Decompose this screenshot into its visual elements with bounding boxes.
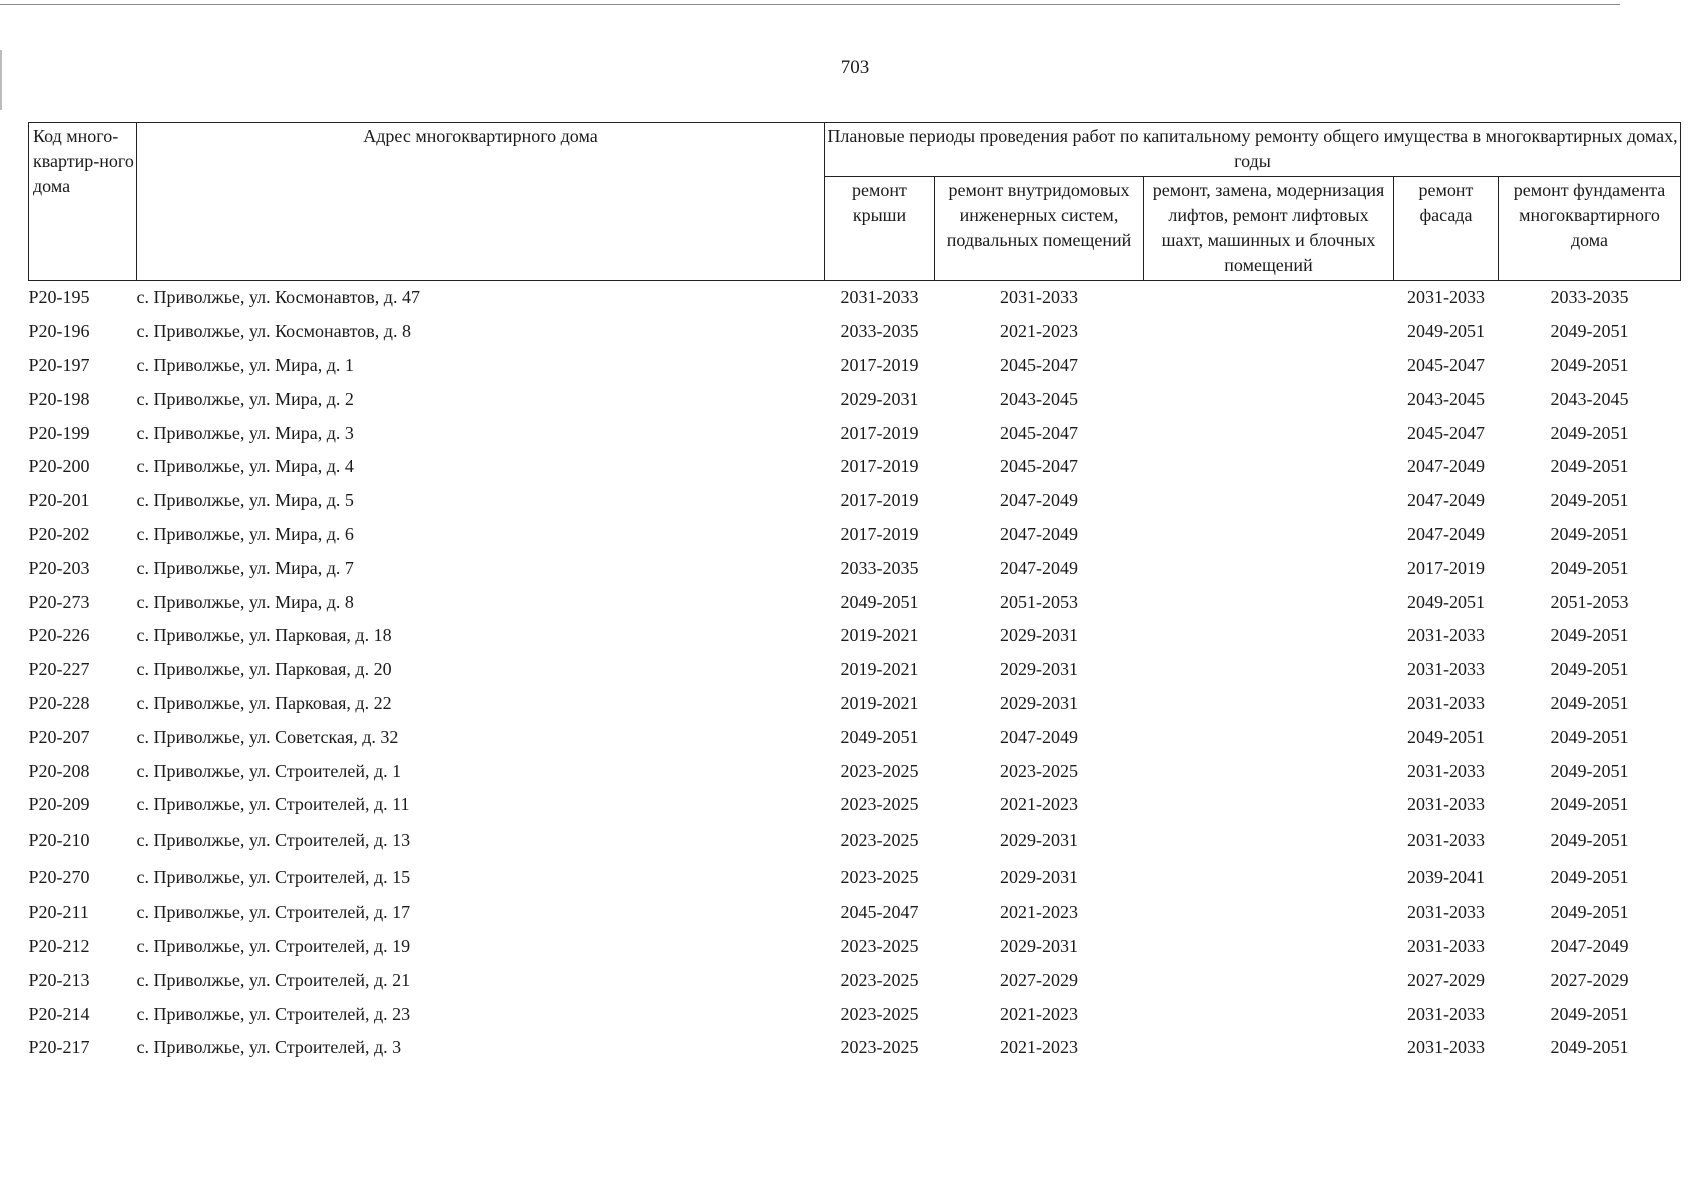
cell-code: Р20-212: [28, 935, 90, 956]
cell-address: с. Приволжье, ул. Мира, д. 1: [136, 354, 354, 375]
table-body: [29, 281, 1681, 1065]
cell-engineering: 2021-2023: [1000, 1003, 1078, 1024]
cell-code: Р20-228: [28, 692, 90, 713]
cell-roof: 2019-2021: [840, 625, 919, 646]
cell-engineering: 2021-2023: [1000, 321, 1078, 342]
cell-facade: 2031-2033: [1407, 902, 1485, 923]
cell-roof: 2033-2035: [840, 557, 919, 578]
cell-engineering: 2023-2025: [1000, 760, 1078, 781]
cell-facade: 2031-2033: [1407, 760, 1485, 781]
cell-roof: 2023-2025: [840, 866, 919, 887]
cell-code: Р20-198: [28, 388, 90, 409]
cell-foundation: 2049-2051: [1550, 321, 1629, 342]
cell-facade: 2031-2033: [1407, 1037, 1485, 1058]
cell-code: Р20-203: [28, 557, 90, 578]
cell-roof: 2029-2031: [840, 388, 919, 409]
cell-code: Р20-202: [28, 523, 90, 544]
cell-roof: 2019-2021: [840, 692, 919, 713]
cell-engineering: 2029-2031: [1000, 866, 1078, 887]
cell-engineering: 2021-2023: [1000, 1037, 1078, 1058]
cell-code: Р20-214: [28, 1003, 90, 1024]
cell-engineering: 2047-2049: [1000, 490, 1078, 511]
cell-foundation: 2049-2051: [1550, 760, 1629, 781]
cell-address: с. Приволжье, ул. Мира, д. 4: [136, 456, 354, 477]
cell-foundation: 2049-2051: [1550, 1003, 1629, 1024]
cell-foundation: 2049-2051: [1550, 625, 1629, 646]
table-row: [29, 687, 1681, 721]
cell-address: с. Приволжье, ул. Строителей, д. 15: [136, 866, 411, 887]
cell-elevators: [1144, 349, 1394, 383]
table-row: [29, 754, 1681, 788]
cell-elevators: [1144, 687, 1394, 721]
cell-elevators: [1144, 720, 1394, 754]
cell-engineering: 2027-2029: [1000, 969, 1078, 990]
page-number: 703: [840, 57, 870, 78]
cell-roof: 2017-2019: [840, 456, 919, 477]
cell-roof: 2023-2025: [840, 829, 919, 850]
cell-foundation: 2049-2051: [1550, 557, 1629, 578]
cell-address: с. Приволжье, ул. Строителей, д. 17: [136, 902, 411, 923]
cell-foundation: 2049-2051: [1550, 866, 1629, 887]
cell-foundation: 2047-2049: [1550, 935, 1629, 956]
table-row: [29, 450, 1681, 484]
cell-engineering: 2029-2031: [1000, 659, 1078, 680]
cell-foundation: 2049-2051: [1550, 456, 1629, 477]
cell-address: с. Приволжье, ул. Парковая, д. 22: [136, 692, 392, 713]
table-row: [29, 416, 1681, 450]
cell-code: Р20-209: [28, 794, 90, 815]
table-row: [29, 859, 1681, 896]
table-row: [29, 551, 1681, 585]
cell-facade: 2031-2033: [1407, 935, 1485, 956]
cell-address: с. Приволжье, ул. Космонавтов, д. 8: [136, 321, 411, 342]
cell-elevators: [1144, 822, 1394, 859]
cell-code: Р20-227: [28, 659, 90, 680]
cell-address: с. Приволжье, ул. Строителей, д. 1: [136, 760, 402, 781]
cell-address: с. Приволжье, ул. Строителей, д. 11: [136, 794, 410, 815]
cell-roof: 2031-2033: [840, 287, 919, 308]
cell-foundation: 2051-2053: [1550, 591, 1629, 612]
cell-elevators: [1144, 859, 1394, 896]
cell-engineering: 2029-2031: [1000, 829, 1078, 850]
cell-address: с. Приволжье, ул. Парковая, д. 18: [136, 625, 392, 646]
cell-elevators: [1144, 896, 1394, 930]
cell-roof: 2017-2019: [840, 490, 919, 511]
cell-foundation: 2049-2051: [1550, 726, 1629, 747]
cell-facade: 2045-2047: [1407, 422, 1485, 443]
cell-elevators: [1144, 619, 1394, 653]
header-facade: ремонт фасада: [1394, 177, 1499, 281]
cell-elevators: [1144, 585, 1394, 619]
table-row: [29, 822, 1681, 859]
table-row: [29, 963, 1681, 997]
cell-facade: 2031-2033: [1407, 1003, 1485, 1024]
cell-roof: 2023-2025: [840, 794, 919, 815]
table-row: [29, 518, 1681, 552]
cell-facade: 2031-2033: [1407, 287, 1485, 308]
table-header: [29, 123, 1681, 281]
table-row: [29, 653, 1681, 687]
cell-code: Р20-200: [28, 456, 90, 477]
cell-facade: 2049-2051: [1407, 591, 1485, 612]
cell-code: Р20-199: [28, 422, 90, 443]
cell-elevators: [1144, 382, 1394, 416]
cell-elevators: [1144, 1031, 1394, 1065]
cell-elevators: [1144, 963, 1394, 997]
cell-code: Р20-213: [28, 969, 90, 990]
cell-address: с. Приволжье, ул. Космонавтов, д. 47: [136, 287, 420, 308]
cell-foundation: 2049-2051: [1550, 523, 1629, 544]
cell-engineering: 2045-2047: [1000, 354, 1078, 375]
cell-code: Р20-208: [28, 760, 90, 781]
cell-roof: 2023-2025: [840, 1003, 919, 1024]
cell-roof: 2017-2019: [840, 422, 919, 443]
cell-facade: 2047-2049: [1407, 490, 1485, 511]
cell-elevators: [1144, 416, 1394, 450]
cell-elevators: [1144, 930, 1394, 964]
cell-engineering: 2047-2049: [1000, 557, 1078, 578]
table-row: [29, 896, 1681, 930]
cell-foundation: 2049-2051: [1550, 490, 1629, 511]
cell-facade: 2049-2051: [1407, 726, 1485, 747]
cell-foundation: 2049-2051: [1550, 1037, 1629, 1058]
cell-facade: 2047-2049: [1407, 456, 1485, 477]
cell-address: с. Приволжье, ул. Строителей, д. 23: [136, 1003, 411, 1024]
cell-address: с. Приволжье, ул. Мира, д. 6: [136, 523, 354, 544]
cell-roof: 2049-2051: [840, 591, 919, 612]
cell-elevators: [1144, 754, 1394, 788]
header-engineering: ремонт внутридомовых инженерных систем, подвальных помещений: [935, 177, 1144, 281]
cell-facade: 2049-2051: [1407, 321, 1485, 342]
table-row: [29, 349, 1681, 383]
cell-engineering: 2051-2053: [1000, 591, 1078, 612]
cell-code: Р20-217: [28, 1037, 90, 1058]
cell-facade: 2031-2033: [1407, 692, 1485, 713]
table-row: [29, 484, 1681, 518]
table-row: [29, 720, 1681, 754]
header-address: Адрес многоквартирного дома: [137, 123, 825, 281]
cell-address: с. Приволжье, ул. Строителей, д. 3: [136, 1037, 402, 1058]
cell-facade: 2031-2033: [1407, 659, 1485, 680]
cell-engineering: 2021-2023: [1000, 902, 1078, 923]
cell-facade: 2039-2041: [1407, 866, 1485, 887]
header-foundation: ремонт фундамента многоквартирного дома: [1499, 177, 1681, 281]
cell-engineering: 2029-2031: [1000, 692, 1078, 713]
cell-facade: 2031-2033: [1407, 625, 1485, 646]
cell-facade: 2031-2033: [1407, 829, 1485, 850]
cell-roof: 2019-2021: [840, 659, 919, 680]
cell-address: с. Приволжье, ул. Строителей, д. 21: [136, 969, 411, 990]
cell-foundation: 2043-2045: [1550, 388, 1629, 409]
cell-elevators: [1144, 281, 1394, 315]
cell-roof: 2049-2051: [840, 726, 919, 747]
cell-facade: 2047-2049: [1407, 523, 1485, 544]
cell-address: с. Приволжье, ул. Мира, д. 3: [136, 422, 354, 443]
cell-facade: 2027-2029: [1407, 969, 1485, 990]
cell-foundation: 2049-2051: [1550, 829, 1629, 850]
header-elevators: ремонт, замена, модернизация лифтов, ремонт лифтовых шахт, машинных и блочных помещений: [1144, 177, 1394, 281]
cell-foundation: 2049-2051: [1550, 659, 1629, 680]
top-edge-line: [0, 4, 1620, 5]
table-row: [29, 382, 1681, 416]
cell-code: Р20-197: [28, 354, 90, 375]
cell-roof: 2033-2035: [840, 321, 919, 342]
table-row: [29, 1031, 1681, 1065]
cell-facade: 2043-2045: [1407, 388, 1485, 409]
cell-code: Р20-211: [28, 902, 89, 923]
cell-address: с. Приволжье, ул. Мира, д. 8: [136, 591, 354, 612]
cell-foundation: 2027-2029: [1550, 969, 1629, 990]
table-row: [29, 281, 1681, 315]
cell-code: Р20-226: [28, 625, 90, 646]
table-row: [29, 315, 1681, 349]
cell-roof: 2023-2025: [840, 1037, 919, 1058]
table-row: [29, 997, 1681, 1031]
cell-foundation: 2049-2051: [1550, 902, 1629, 923]
cell-facade: 2017-2019: [1407, 557, 1485, 578]
cell-elevators: [1144, 653, 1394, 687]
scan-edge-mark: [0, 50, 2, 110]
cell-address: с. Приволжье, ул. Мира, д. 7: [136, 557, 354, 578]
cell-foundation: 2049-2051: [1550, 422, 1629, 443]
cell-facade: 2045-2047: [1407, 354, 1485, 375]
header-roof: ремонт крыши: [825, 177, 935, 281]
table-row: [29, 619, 1681, 653]
cell-elevators: [1144, 518, 1394, 552]
header-code: Код много-квартир-ного дома: [29, 123, 137, 281]
cell-foundation: 2033-2035: [1550, 287, 1629, 308]
repair-schedule-table: [28, 122, 1681, 1065]
cell-address: с. Приволжье, ул. Строителей, д. 13: [136, 829, 411, 850]
cell-foundation: 2049-2051: [1550, 794, 1629, 815]
header-periods-group: Плановые периоды проведения работ по капитальному ремонту общего имущества в многоквартирных домах, годы: [825, 123, 1681, 177]
table-row: [29, 585, 1681, 619]
cell-address: с. Приволжье, ул. Строителей, д. 19: [136, 935, 411, 956]
cell-roof: 2023-2025: [840, 935, 919, 956]
cell-roof: 2023-2025: [840, 760, 919, 781]
cell-foundation: 2049-2051: [1550, 692, 1629, 713]
cell-code: Р20-201: [28, 490, 90, 511]
cell-roof: 2017-2019: [840, 354, 919, 375]
cell-code: Р20-207: [28, 726, 90, 747]
cell-code: Р20-273: [28, 591, 90, 612]
cell-elevators: [1144, 450, 1394, 484]
cell-address: с. Приволжье, ул. Парковая, д. 20: [136, 659, 392, 680]
cell-code: Р20-210: [28, 829, 90, 850]
cell-engineering: 2043-2045: [1000, 388, 1078, 409]
table-row: [29, 930, 1681, 964]
cell-engineering: 2029-2031: [1000, 935, 1078, 956]
cell-roof: 2045-2047: [840, 902, 919, 923]
cell-elevators: [1144, 997, 1394, 1031]
cell-address: с. Приволжье, ул. Мира, д. 5: [136, 490, 354, 511]
cell-engineering: 2045-2047: [1000, 422, 1078, 443]
cell-engineering: 2045-2047: [1000, 456, 1078, 477]
cell-address: с. Приволжье, ул. Советская, д. 32: [136, 726, 399, 747]
cell-engineering: 2047-2049: [1000, 726, 1078, 747]
cell-engineering: 2029-2031: [1000, 625, 1078, 646]
cell-facade: 2031-2033: [1407, 794, 1485, 815]
cell-code: Р20-195: [28, 287, 90, 308]
cell-elevators: [1144, 315, 1394, 349]
cell-code: Р20-196: [28, 321, 90, 342]
cell-elevators: [1144, 788, 1394, 822]
cell-roof: 2017-2019: [840, 523, 919, 544]
cell-address: с. Приволжье, ул. Мира, д. 2: [136, 388, 354, 409]
cell-roof: 2023-2025: [840, 969, 919, 990]
cell-engineering: 2047-2049: [1000, 523, 1078, 544]
cell-elevators: [1144, 484, 1394, 518]
cell-engineering: 2031-2033: [1000, 287, 1078, 308]
cell-foundation: 2049-2051: [1550, 354, 1629, 375]
table-row: [29, 788, 1681, 822]
cell-code: Р20-270: [28, 866, 90, 887]
cell-engineering: 2021-2023: [1000, 794, 1078, 815]
cell-elevators: [1144, 551, 1394, 585]
